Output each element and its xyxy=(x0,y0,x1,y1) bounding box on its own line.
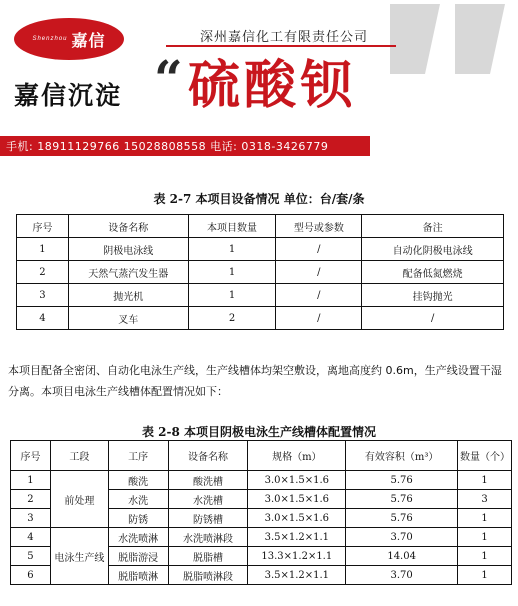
equipment-table xyxy=(16,214,504,330)
contact-bar: 手机: 18911129766 15028808558 电话: 0318-3426779 xyxy=(0,136,370,156)
table-cell: 阴极电泳线 xyxy=(68,238,188,261)
body-paragraph: 本项目配备全密闭、自动化电泳生产线，生产线槽体均架空敷设，离地高度约 0.6m，生产线设置干湿分离。本项目电泳生产线槽体配置情况如下： xyxy=(8,364,502,398)
table-cell: 挂钩抛光 xyxy=(362,284,504,307)
table-cell: / xyxy=(362,307,504,330)
table-cell: 3 xyxy=(458,490,512,509)
header-cell: 备注 xyxy=(362,215,504,238)
section-cell: 电泳生产线 xyxy=(50,528,108,585)
table-cell: / xyxy=(276,284,362,307)
header-cell: 数量（个） xyxy=(458,441,512,471)
table-cell: 3 xyxy=(17,284,69,307)
table-cell: 1 xyxy=(11,471,51,490)
table-cell: 5.76 xyxy=(346,471,458,490)
table-header-row xyxy=(11,441,512,471)
table-header-row xyxy=(17,215,504,238)
table-cell: 配备低氮燃烧 xyxy=(362,261,504,284)
table-cell: 抛光机 xyxy=(68,284,188,307)
table-cell: 3.0×1.5×1.6 xyxy=(248,490,346,509)
section-cell: 前处理 xyxy=(50,471,108,528)
table-cell: 自动化阴极电泳线 xyxy=(362,238,504,261)
table-row xyxy=(11,528,512,547)
logo-text: 嘉信 xyxy=(71,30,106,50)
header-cell: 设备名称 xyxy=(168,441,248,471)
table-cell: 1 xyxy=(188,238,276,261)
header-cell: 工序 xyxy=(108,441,168,471)
table-cell: 脱脂喷淋 xyxy=(108,566,168,585)
advert-banner xyxy=(0,0,518,162)
table-cell: 3.70 xyxy=(346,528,458,547)
table1-caption: 表 2-7 本项目设备情况 单位：台/套/条 xyxy=(153,192,365,206)
table-cell: 1 xyxy=(458,547,512,566)
tank-config-table xyxy=(10,440,512,585)
table-cell: 5 xyxy=(11,547,51,566)
table-cell: 1 xyxy=(17,238,69,261)
table-cell: 防锈 xyxy=(108,509,168,528)
table-cell: 1 xyxy=(458,509,512,528)
table-row xyxy=(17,238,504,261)
table-cell: 1 xyxy=(458,528,512,547)
table-cell: 3.0×1.5×1.6 xyxy=(248,509,346,528)
company-name: 深州嘉信化工有限责任公司 xyxy=(200,30,369,45)
table-cell: 3.5×1.2×1.1 xyxy=(248,528,346,547)
header-cell: 序号 xyxy=(17,215,69,238)
table-cell: / xyxy=(276,238,362,261)
table-cell: 5.76 xyxy=(346,490,458,509)
table-cell: 5.76 xyxy=(346,509,458,528)
table-row xyxy=(11,471,512,490)
table-cell: 4 xyxy=(17,307,69,330)
table-cell: 水洗喷淋段 xyxy=(168,528,248,547)
table-cell: 13.3×1.2×1.1 xyxy=(248,547,346,566)
table-cell: 1 xyxy=(458,471,512,490)
logo-small-text: Shenzhou xyxy=(32,36,68,42)
table-cell: 1 xyxy=(188,261,276,284)
table-cell: 水洗槽 xyxy=(168,490,248,509)
open-quote-mark: “ xyxy=(154,49,183,108)
table-cell: 1 xyxy=(188,284,276,307)
company-underline xyxy=(166,45,396,47)
table-cell: 叉车 xyxy=(68,307,188,330)
header-cell: 有效容积（m³） xyxy=(346,441,458,471)
table-row xyxy=(17,307,504,330)
product-title: 硫酸钡 xyxy=(188,56,357,116)
table-cell: 水洗 xyxy=(108,490,168,509)
table-cell: 脱脂喷淋段 xyxy=(168,566,248,585)
table-cell: / xyxy=(276,307,362,330)
table-cell: 水洗喷淋 xyxy=(108,528,168,547)
table-cell: 2 xyxy=(17,261,69,284)
company-logo xyxy=(14,18,124,60)
header-cell: 序号 xyxy=(11,441,51,471)
table-cell: 14.04 xyxy=(346,547,458,566)
header-cell: 本项目数量 xyxy=(188,215,276,238)
table-cell: 2 xyxy=(188,307,276,330)
table-cell: 酸洗槽 xyxy=(168,471,248,490)
table-cell: 酸洗 xyxy=(108,471,168,490)
header-cell: 型号或参数 xyxy=(276,215,362,238)
table-cell: 脱脂槽 xyxy=(168,547,248,566)
table-cell: 3 xyxy=(11,509,51,528)
header-cell: 设备名称 xyxy=(68,215,188,238)
table-cell: 防锈槽 xyxy=(168,509,248,528)
table-cell: 6 xyxy=(11,566,51,585)
table-row xyxy=(17,284,504,307)
table-cell: 3.0×1.5×1.6 xyxy=(248,471,346,490)
quote-mark-decoration xyxy=(370,4,518,124)
table2-caption: 表 2-8 本项目阴极电泳生产线槽体配置情况 xyxy=(141,425,377,439)
table-cell: 脱脂游浸 xyxy=(108,547,168,566)
table-cell: 4 xyxy=(11,528,51,547)
table-cell: 2 xyxy=(11,490,51,509)
table-cell: 3.70 xyxy=(346,566,458,585)
table-cell: 1 xyxy=(458,566,512,585)
table-cell: 天然气蒸汽发生器 xyxy=(68,261,188,284)
product-subtitle: 嘉信沉淀 xyxy=(14,81,123,110)
table-cell: 3.5×1.2×1.1 xyxy=(248,566,346,585)
header-cell: 工段 xyxy=(50,441,108,471)
header-cell: 规格（m） xyxy=(248,441,346,471)
table-row xyxy=(17,261,504,284)
table-cell: / xyxy=(276,261,362,284)
